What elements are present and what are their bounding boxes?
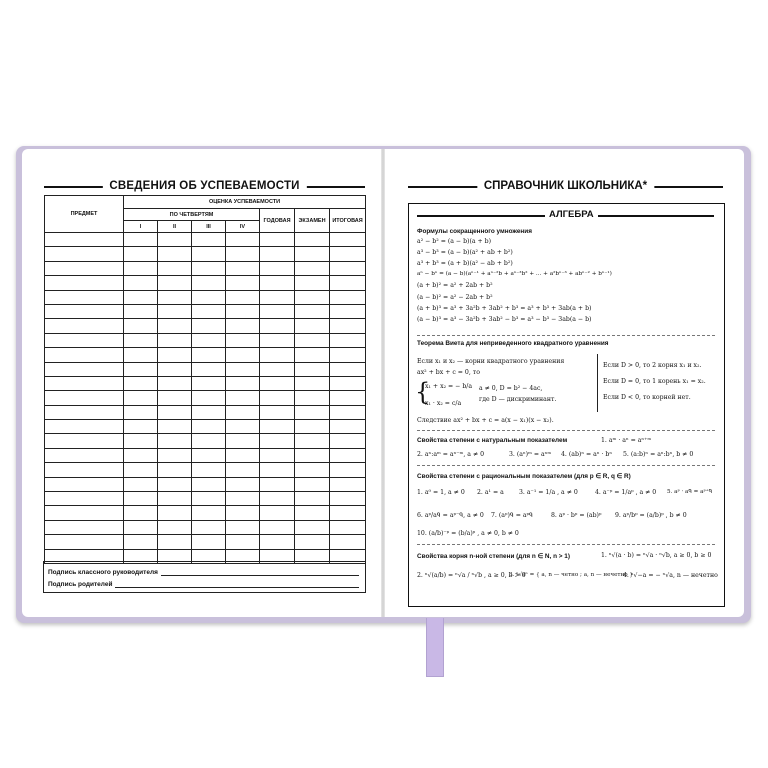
vieta-line: ax² + bx + c = 0, то — [417, 369, 480, 376]
grade-row — [45, 362, 366, 376]
subject-cell[interactable] — [45, 348, 124, 362]
root-line: 4. ⁿ√−a = − ⁿ√a, n — нечетно — [623, 572, 718, 579]
grade-cell[interactable] — [260, 333, 295, 347]
grade-cell[interactable] — [295, 276, 330, 290]
grade-row — [45, 376, 366, 390]
divider — [417, 335, 715, 336]
grade-cell[interactable] — [192, 463, 226, 477]
grade-cell[interactable] — [124, 247, 158, 261]
subject-cell[interactable] — [45, 233, 124, 247]
brace: { — [415, 378, 431, 406]
grade-cell[interactable] — [192, 405, 226, 419]
grade-cell[interactable] — [158, 463, 192, 477]
grade-row — [45, 319, 366, 333]
grade-cell[interactable] — [192, 362, 226, 376]
rat-title: Свойства степени с рациональным показателем (для p ∈ R, q ∈ R) — [417, 473, 631, 480]
nat-line: 3. (aⁿ)ᵐ = aⁿᵐ — [509, 451, 552, 458]
grade-cell[interactable] — [226, 304, 260, 318]
grade-cell[interactable] — [124, 535, 158, 549]
grade-cell[interactable] — [192, 492, 226, 506]
subject-cell[interactable] — [45, 434, 124, 448]
grade-cell[interactable] — [192, 434, 226, 448]
grade-cell[interactable] — [295, 434, 330, 448]
rat-line: 5. aᵖ · aᑫ = aᵖ⁺ᑫ — [667, 489, 713, 495]
grade-cell[interactable] — [330, 420, 366, 434]
discriminant-line: Если D = 0, то 1 корень x₁ = x₂. — [603, 378, 706, 385]
grade-cell[interactable] — [295, 348, 330, 362]
grade-cell[interactable] — [192, 348, 226, 362]
discriminant-line: Если D > 0, то 2 корня x₁ и x₂. — [603, 362, 702, 369]
rat-line: 9. aᵖ/bᵖ = (a/b)ᵖ , b ≠ 0 — [615, 512, 687, 519]
grade-cell[interactable] — [330, 405, 366, 419]
grade-cell[interactable] — [330, 434, 366, 448]
grade-cell[interactable] — [295, 405, 330, 419]
grade-cell[interactable] — [124, 448, 158, 462]
grade-cell[interactable] — [192, 391, 226, 405]
grade-cell[interactable] — [260, 506, 295, 520]
grade-cell[interactable] — [295, 247, 330, 261]
grade-row — [45, 434, 366, 448]
grade-cell[interactable] — [330, 520, 366, 534]
vieta-line: a ≠ 0, D = b² − 4ac, — [479, 385, 543, 392]
grade-cell[interactable] — [330, 247, 366, 261]
grade-cell[interactable] — [260, 319, 295, 333]
book-spine — [381, 149, 385, 617]
grade-cell[interactable] — [295, 463, 330, 477]
grade-cell[interactable] — [158, 348, 192, 362]
grade-cell[interactable] — [124, 276, 158, 290]
quarter-3-header: III — [192, 221, 226, 233]
formula-line: (a + b)² = a² + 2ab + b² — [417, 282, 493, 289]
grade-cell[interactable] — [330, 391, 366, 405]
root-title: Свойства корня n-ной степени (для n ∈ N, n > 1) — [417, 553, 570, 560]
grades-title: СВЕДЕНИЯ ОБ УСПЕВАЕМОСТИ — [102, 180, 306, 192]
grade-cell[interactable] — [158, 506, 192, 520]
grade-cell[interactable] — [260, 290, 295, 304]
formulas-title: Формулы сокращенного умножения — [417, 228, 532, 235]
grade-cell[interactable] — [158, 420, 192, 434]
grade-cell[interactable] — [124, 348, 158, 362]
grade-cell[interactable] — [158, 247, 192, 261]
subject-cell[interactable] — [45, 290, 124, 304]
grade-row — [45, 448, 366, 462]
parents-signature-line[interactable] — [115, 580, 359, 588]
grade-row — [45, 477, 366, 491]
grade-cell[interactable] — [260, 477, 295, 491]
reference-title: СПРАВОЧНИК ШКОЛЬНИКА* — [477, 180, 654, 192]
grade-cell[interactable] — [192, 420, 226, 434]
grade-cell[interactable] — [158, 233, 192, 247]
vieta-line: x₁ · x₂ = c/a — [425, 400, 462, 407]
grade-row — [45, 492, 366, 506]
grade-cell[interactable] — [260, 362, 295, 376]
quarters-header: ПО ЧЕТВЕРТЯМ — [124, 209, 260, 221]
discriminant-line: Если D < 0, то корней нет. — [603, 394, 691, 401]
grade-cell[interactable] — [295, 391, 330, 405]
grades-table — [44, 195, 366, 564]
grade-cell[interactable] — [330, 492, 366, 506]
root-line: 1. ⁿ√(a · b) = ⁿ√a · ⁿ√b, a ≥ 0, b ≥ 0 — [601, 552, 712, 559]
grade-cell[interactable] — [158, 434, 192, 448]
grade-cell[interactable] — [124, 506, 158, 520]
grade-cell[interactable] — [330, 276, 366, 290]
grade-cell[interactable] — [295, 319, 330, 333]
rat-line: 7. (aᵖ)ᑫ = aᵖᑫ — [491, 512, 533, 519]
grade-cell[interactable] — [330, 535, 366, 549]
grade-cell[interactable] — [226, 492, 260, 506]
nat-line: 4. (ab)ⁿ = aⁿ · bⁿ — [561, 451, 613, 458]
grade-cell[interactable] — [192, 319, 226, 333]
grade-cell[interactable] — [192, 333, 226, 347]
root-line: 3. ⁿ√aⁿ = { a, n — четно ; a, n — нечетно } — [509, 572, 633, 578]
rat-line: 1. a⁰ = 1, a ≠ 0 — [417, 489, 465, 496]
vieta-line: x₁ + x₂ = − b/a — [425, 383, 473, 390]
grade-cell[interactable] — [226, 333, 260, 347]
grade-row — [45, 233, 366, 247]
grade-cell[interactable] — [226, 448, 260, 462]
reference-heading — [408, 180, 723, 194]
grade-cell[interactable] — [226, 362, 260, 376]
annual-header: ГОДОВАЯ — [260, 209, 295, 233]
subject-cell[interactable] — [45, 319, 124, 333]
subject-cell[interactable] — [45, 405, 124, 419]
grade-cell[interactable] — [330, 261, 366, 275]
grade-cell[interactable] — [295, 477, 330, 491]
grade-cell[interactable] — [295, 333, 330, 347]
grade-cell[interactable] — [124, 304, 158, 318]
nat-line: 5. (a:b)ⁿ = aⁿ:bⁿ, b ≠ 0 — [623, 451, 694, 458]
grade-cell[interactable] — [295, 492, 330, 506]
vieta-title: Теорема Виета для неприведенного квадратного уравнения — [417, 340, 609, 347]
grade-cell[interactable] — [330, 319, 366, 333]
grade-cell[interactable] — [260, 463, 295, 477]
grade-cell[interactable] — [226, 233, 260, 247]
grade-row — [45, 304, 366, 318]
divider — [417, 465, 715, 466]
grade-cell[interactable] — [124, 233, 158, 247]
grade-cell[interactable] — [330, 376, 366, 390]
grade-row — [45, 247, 366, 261]
grade-cell[interactable] — [124, 434, 158, 448]
subject-cell[interactable] — [45, 304, 124, 318]
nat-title: Свойства степени с натуральным показателем — [417, 437, 568, 444]
grade-cell[interactable] — [158, 276, 192, 290]
grade-cell[interactable] — [260, 304, 295, 318]
grade-cell[interactable] — [226, 535, 260, 549]
rat-line: 8. aᵖ · bᵖ = (ab)ᵖ — [551, 512, 602, 519]
grade-cell[interactable] — [260, 434, 295, 448]
grade-cell[interactable] — [158, 477, 192, 491]
assessment-header: ОЦЕНКА УСПЕВАЕМОСТИ — [124, 196, 366, 209]
formula-line: a³ − b³ = (a − b)(a² + ab + b²) — [417, 249, 513, 256]
grade-cell[interactable] — [260, 420, 295, 434]
grade-cell[interactable] — [158, 362, 192, 376]
divider — [417, 430, 715, 431]
subject-cell[interactable] — [45, 448, 124, 462]
root-line: 2. ⁿ√(a/b) = ⁿ√a / ⁿ√b , a ≥ 0, b > 0 — [417, 572, 526, 579]
grade-row — [45, 348, 366, 362]
grade-cell[interactable] — [295, 506, 330, 520]
grade-cell[interactable] — [226, 506, 260, 520]
rat-line: 10. (a/b)⁻ᵖ = (b/a)ᵖ , a ≠ 0, b ≠ 0 — [417, 530, 519, 537]
exam-header: ЭКЗАМЕН — [295, 209, 330, 233]
grade-cell[interactable] — [158, 535, 192, 549]
formula-line: a³ + b³ = (a + b)(a² − ab + b²) — [417, 260, 513, 267]
grade-cell[interactable] — [192, 376, 226, 390]
grade-cell[interactable] — [124, 463, 158, 477]
grade-cell[interactable] — [158, 376, 192, 390]
grade-cell[interactable] — [192, 290, 226, 304]
grade-cell[interactable] — [226, 290, 260, 304]
grade-cell[interactable] — [260, 261, 295, 275]
grade-cell[interactable] — [330, 463, 366, 477]
subject-cell[interactable] — [45, 333, 124, 347]
formula-line: (a − b)² = a² − 2ab + b² — [417, 294, 493, 301]
grade-cell[interactable] — [124, 492, 158, 506]
subject-cell[interactable] — [45, 535, 124, 549]
grade-cell[interactable] — [158, 304, 192, 318]
vieta-line: Если x₁ и x₂ — корни квадратного уравнения — [417, 358, 565, 365]
grade-cell[interactable] — [158, 290, 192, 304]
grade-cell[interactable] — [192, 233, 226, 247]
grade-cell[interactable] — [295, 290, 330, 304]
subject-cell[interactable] — [45, 362, 124, 376]
grade-cell[interactable] — [295, 233, 330, 247]
grade-row — [45, 535, 366, 549]
grade-row — [45, 520, 366, 534]
grade-cell[interactable] — [124, 362, 158, 376]
grade-cell[interactable] — [260, 405, 295, 419]
grade-row — [45, 506, 366, 520]
grade-cell[interactable] — [295, 535, 330, 549]
grade-cell[interactable] — [330, 506, 366, 520]
grade-cell[interactable] — [158, 520, 192, 534]
grade-cell[interactable] — [226, 391, 260, 405]
grade-row — [45, 333, 366, 347]
nat-line: 2. aⁿ:aᵐ = aⁿ⁻ᵐ, a ≠ 0 — [417, 451, 485, 458]
grade-cell[interactable] — [158, 261, 192, 275]
grade-cell[interactable] — [330, 333, 366, 347]
grade-cell[interactable] — [158, 391, 192, 405]
nat-line: 1. aᵐ · aⁿ = aⁿ⁺ᵐ — [601, 437, 652, 444]
grade-cell[interactable] — [124, 261, 158, 275]
grade-cell[interactable] — [158, 333, 192, 347]
grade-cell[interactable] — [260, 233, 295, 247]
subject-cell[interactable] — [45, 376, 124, 390]
grade-cell[interactable] — [226, 276, 260, 290]
subject-cell[interactable] — [45, 276, 124, 290]
grade-cell[interactable] — [330, 448, 366, 462]
grade-cell[interactable] — [124, 333, 158, 347]
grade-cell[interactable] — [158, 492, 192, 506]
grade-cell[interactable] — [330, 477, 366, 491]
grade-cell[interactable] — [124, 520, 158, 534]
grade-cell[interactable] — [226, 405, 260, 419]
grade-cell[interactable] — [192, 448, 226, 462]
grade-cell[interactable] — [192, 304, 226, 318]
signature-box — [43, 561, 366, 593]
quarter-4-header: IV — [226, 221, 260, 233]
grade-cell[interactable] — [295, 304, 330, 318]
grade-cell[interactable] — [192, 261, 226, 275]
grade-cell[interactable] — [330, 362, 366, 376]
grade-cell[interactable] — [226, 463, 260, 477]
grade-cell[interactable] — [124, 420, 158, 434]
grade-cell[interactable] — [260, 448, 295, 462]
grade-cell[interactable] — [260, 247, 295, 261]
formula-line: aⁿ − bⁿ = (a − b)(aⁿ⁻¹ + aⁿ⁻²b + aⁿ⁻³b² + ... + a²bⁿ⁻³ + abⁿ⁻² + bⁿ⁻¹) — [417, 271, 612, 277]
rat-line: 3. a⁻¹ = 1/a , a ≠ 0 — [519, 489, 578, 496]
grade-cell[interactable] — [192, 247, 226, 261]
grade-cell[interactable] — [192, 477, 226, 491]
formula-line: a² − b² = (a − b)(a + b) — [417, 238, 492, 245]
grade-cell[interactable] — [124, 290, 158, 304]
rat-line: 2. a¹ = a — [477, 489, 504, 496]
grade-cell[interactable] — [192, 506, 226, 520]
subject-cell[interactable] — [45, 463, 124, 477]
parents-signature-label: Подпись родителей — [48, 581, 113, 588]
formula-line: (a − b)³ = a³ − 3a²b + 3ab² − b³ = a³ − b³ − 3ab(a − b) — [417, 316, 592, 323]
grade-cell[interactable] — [124, 391, 158, 405]
divider — [417, 544, 715, 545]
separator — [597, 354, 598, 412]
grade-cell[interactable] — [226, 434, 260, 448]
grade-cell[interactable] — [158, 319, 192, 333]
grade-cell[interactable] — [158, 448, 192, 462]
rat-line: 6. aᵖ/aᑫ = aᵖ⁻ᑫ, a ≠ 0 — [417, 512, 484, 519]
subject-cell[interactable] — [45, 247, 124, 261]
grade-cell[interactable] — [226, 348, 260, 362]
subject-header: ПРЕДМЕТ — [45, 196, 124, 233]
subject-cell[interactable] — [45, 391, 124, 405]
grade-cell[interactable] — [260, 492, 295, 506]
grade-row — [45, 276, 366, 290]
grade-cell[interactable] — [295, 520, 330, 534]
grade-cell[interactable] — [330, 290, 366, 304]
vieta-line: где D — дискриминант. — [479, 396, 557, 403]
teacher-signature-line[interactable] — [161, 568, 359, 576]
subject-cell[interactable] — [45, 492, 124, 506]
grade-cell[interactable] — [226, 420, 260, 434]
subject-cell[interactable] — [45, 506, 124, 520]
grade-cell[interactable] — [330, 348, 366, 362]
grade-cell[interactable] — [295, 420, 330, 434]
grade-row — [45, 420, 366, 434]
grade-cell[interactable] — [260, 520, 295, 534]
grade-cell[interactable] — [192, 276, 226, 290]
grade-cell[interactable] — [192, 520, 226, 534]
grade-cell[interactable] — [330, 304, 366, 318]
final-header: ИТОГОВАЯ — [330, 209, 366, 233]
grade-row — [45, 463, 366, 477]
grade-cell[interactable] — [295, 448, 330, 462]
grade-cell[interactable] — [260, 535, 295, 549]
grade-row — [45, 261, 366, 275]
subject-cell[interactable] — [45, 420, 124, 434]
subject-cell[interactable] — [45, 477, 124, 491]
grade-row — [45, 405, 366, 419]
grade-cell[interactable] — [260, 276, 295, 290]
quarter-1-header: I — [124, 221, 158, 233]
bookmark-ribbon[interactable] — [426, 618, 444, 677]
formula-line: (a + b)³ = a³ + 3a²b + 3ab² + b³ = a³ + b³ + 3ab(a + b) — [417, 305, 592, 312]
algebra-title: АЛГЕБРА — [545, 209, 598, 220]
grade-cell[interactable] — [192, 535, 226, 549]
vieta-line: Следствие ax² + bx + c = a(x − x₁)(x − x₂). — [417, 417, 554, 424]
grade-cell[interactable] — [226, 319, 260, 333]
rat-line: 4. a⁻ᵖ = 1/aᵖ , a ≠ 0 — [595, 489, 657, 496]
grade-cell[interactable] — [330, 233, 366, 247]
grade-row — [45, 290, 366, 304]
grade-cell[interactable] — [295, 362, 330, 376]
quarter-2-header: II — [158, 221, 192, 233]
teacher-signature-label: Подпись классного руководителя — [48, 569, 158, 576]
grade-cell[interactable] — [124, 376, 158, 390]
grade-cell[interactable] — [124, 405, 158, 419]
grade-cell[interactable] — [226, 261, 260, 275]
grades-heading — [44, 180, 365, 194]
grade-cell[interactable] — [260, 391, 295, 405]
grade-cell[interactable] — [295, 376, 330, 390]
grade-cell[interactable] — [260, 348, 295, 362]
grade-cell[interactable] — [226, 477, 260, 491]
grade-cell[interactable] — [124, 477, 158, 491]
grade-cell[interactable] — [158, 405, 192, 419]
grade-row — [45, 391, 366, 405]
grade-cell[interactable] — [124, 319, 158, 333]
grade-cell[interactable] — [295, 261, 330, 275]
grade-cell[interactable] — [226, 247, 260, 261]
subject-cell[interactable] — [45, 261, 124, 275]
algebra-box — [408, 203, 725, 607]
grade-cell[interactable] — [226, 376, 260, 390]
grade-cell[interactable] — [260, 376, 295, 390]
grade-cell[interactable] — [226, 520, 260, 534]
subject-cell[interactable] — [45, 520, 124, 534]
